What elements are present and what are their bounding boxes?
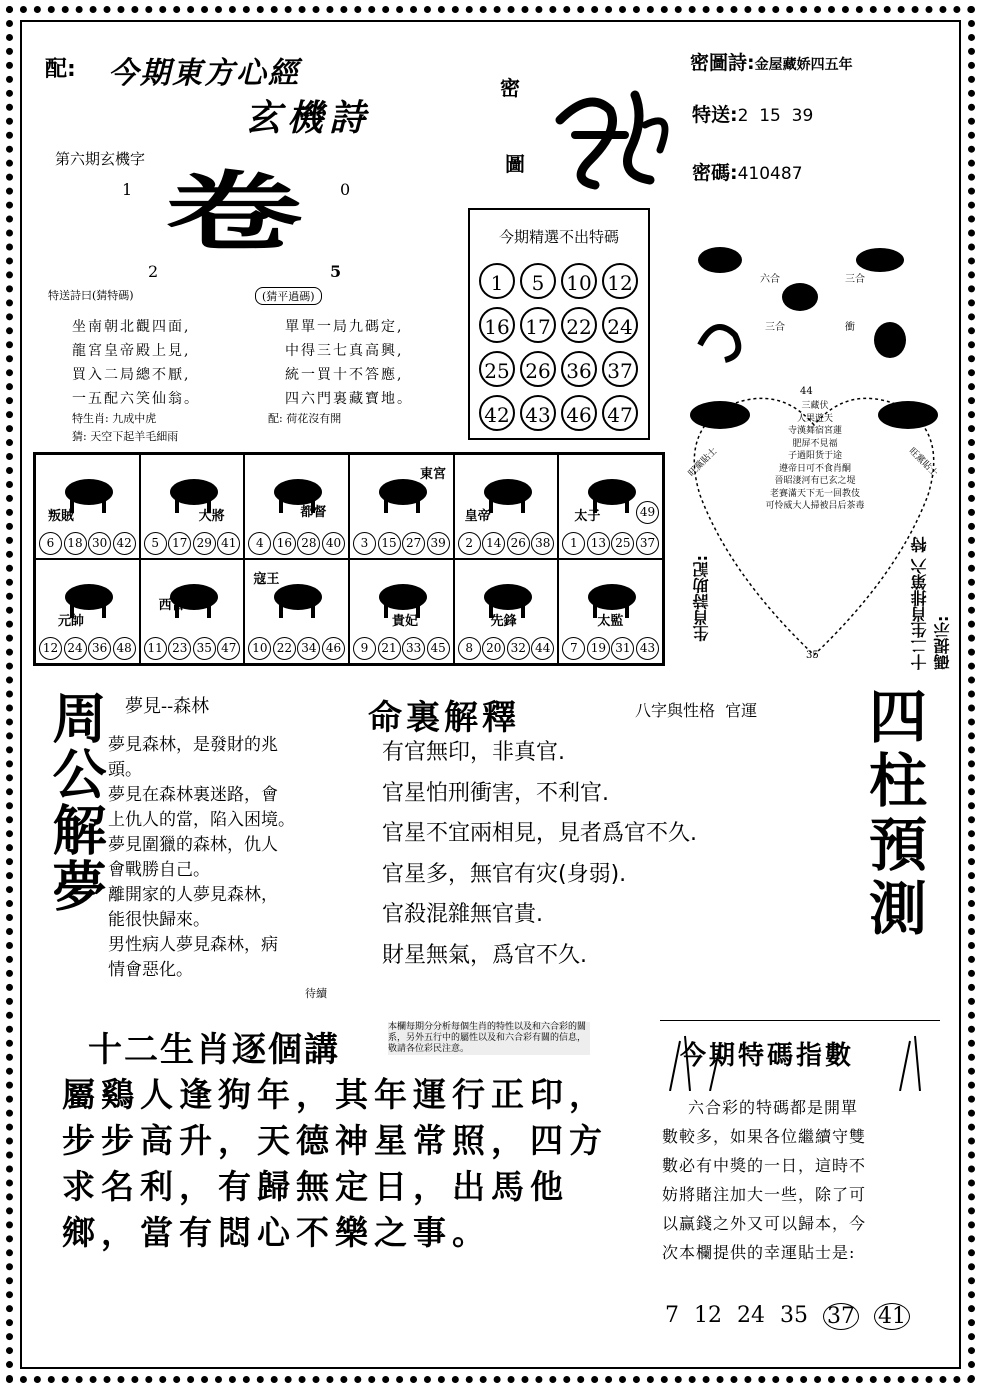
- zodiac-cell: [558, 454, 663, 559]
- dream-line: 會戰勝自己。: [108, 860, 210, 880]
- dream-line: 男性病人夢見森林，病: [108, 935, 278, 955]
- zodiac-number: 8: [458, 637, 481, 660]
- special-label: 特送:: [692, 104, 738, 126]
- pei-label: 配:: [45, 57, 76, 82]
- selected-number: 12: [602, 263, 638, 299]
- zodiac-numbers: [458, 637, 555, 660]
- selected-number: 22: [561, 307, 597, 343]
- zodiac-name: 太子: [574, 509, 601, 524]
- zodiac-name: 元帥: [58, 614, 85, 629]
- zodiac-number: 41: [217, 532, 240, 555]
- zodiac-talk-text: 屬鷄人逢狗年，其年運行正印，步步高升，天德神星常照，四方求名利，有歸無定日，出馬他鄉，當有悶心不樂之事。: [62, 1075, 608, 1252]
- index-line: 六合彩的特碼都是開單: [688, 1098, 859, 1117]
- zodiac-cell: [244, 559, 349, 664]
- heart-bottom: 35: [806, 650, 819, 661]
- zodiac-number: 29: [193, 532, 216, 555]
- mingli-line: 有官無印，非真官.: [382, 740, 565, 765]
- zodiac-number: 40: [322, 532, 345, 555]
- mitu-label-2: 圖: [505, 152, 525, 176]
- zodiac-number: 19: [587, 637, 610, 660]
- sizhu-title: 四柱預測: [859, 686, 927, 942]
- zodiac-cell: [349, 454, 454, 559]
- right-vertical-note: 十二生肖排第六 特碼提示:: [910, 536, 952, 670]
- zodiac-number: 38: [531, 532, 554, 555]
- zodiac-number: 45: [427, 637, 450, 660]
- zodiac-number: 46: [322, 637, 345, 660]
- zodiac-number: 26: [507, 532, 530, 555]
- zodiac-name: 皇帝: [464, 509, 491, 524]
- zodiac-cell: [35, 559, 140, 664]
- secret-code: [692, 158, 803, 185]
- zodiac-name: 貴妃: [391, 614, 418, 629]
- zodiac-grid: [33, 452, 665, 666]
- corner-tr: 0: [340, 180, 351, 199]
- mingli-line: 官星怕刑衝害，不利官.: [382, 780, 609, 806]
- zodiac-number: 2: [458, 532, 481, 555]
- zodiac-number: 44: [531, 637, 554, 660]
- selected-number: 43: [520, 395, 556, 431]
- dream-line: 頭。: [108, 760, 142, 780]
- poem-right: [285, 315, 413, 411]
- zodiac-number: 34: [297, 637, 320, 660]
- zodiac-number: 47: [217, 637, 240, 660]
- left-vertical-note: 生肖詩助記:: [692, 555, 711, 642]
- poem-left: [72, 315, 200, 411]
- zodiac-cell: [349, 559, 454, 664]
- dream-continue: 待續: [305, 987, 327, 1000]
- hint-right: (猜平過碼): [255, 287, 322, 305]
- zodiac-number: 11: [144, 637, 167, 660]
- special-value: 2 15 39: [737, 106, 814, 126]
- index-text: [662, 1093, 932, 1267]
- zodiac-number: 4: [248, 532, 271, 555]
- dream-line: 夢見在森林裏迷路，會: [108, 785, 278, 805]
- mingli-text: [382, 733, 697, 976]
- selected-title: 今期精選不出特碼: [498, 228, 619, 246]
- lucky-number: 7: [665, 1303, 679, 1328]
- selected-number: 36: [561, 351, 597, 387]
- note-1: 特生肖: 九成中虎: [72, 412, 157, 425]
- zodiac-number: 5: [144, 532, 167, 555]
- zodiac-number: 24: [64, 637, 87, 660]
- mingli-subtitle: 八字與性格 官運: [635, 701, 758, 720]
- zodiac-number: 39: [427, 532, 450, 555]
- zodiac-number: 3: [353, 532, 376, 555]
- index-line: 次本欄提供的幸運貼士是:: [662, 1243, 856, 1262]
- zodiac-number: 43: [636, 637, 659, 660]
- dream-title-vertical: 周公解夢: [44, 690, 107, 914]
- zodiac-number: 22: [273, 637, 296, 660]
- zodiac-number: 31: [611, 637, 634, 660]
- code-label: 密碼:: [692, 162, 738, 184]
- mitu-poem-label: 密圖詩:: [690, 52, 755, 74]
- lucky-number: 35: [780, 1303, 808, 1328]
- zodiac-number: 23: [168, 637, 191, 660]
- lucky-number: 41: [874, 1303, 910, 1330]
- liuhe-label-2: 三合: [845, 274, 865, 285]
- zodiac-number: 30: [88, 532, 111, 555]
- title-dongfang: 今期東方心經: [108, 56, 300, 91]
- index-line: 數必有中獎的一日，這時不: [662, 1156, 867, 1175]
- zodiac-number: 13: [587, 532, 610, 555]
- zodiac-cell: [140, 559, 245, 664]
- zodiac-number: 15: [378, 532, 401, 555]
- zodiac-name: 都督: [300, 505, 327, 520]
- dream-line: 情會惡化。: [108, 960, 193, 980]
- special-send: [692, 100, 813, 127]
- zodiac-number: 33: [402, 637, 425, 660]
- zodiac-name: 大將: [198, 509, 225, 524]
- heart-right-side: 旺黨貼士: [906, 446, 940, 479]
- mingli-line: 官星多，無官有灾(身弱).: [382, 861, 627, 887]
- heart-line: 人果遊天: [796, 413, 833, 424]
- zodiac-numbers: [458, 532, 555, 555]
- zodiac-talk-title: 十二生肖逐個講: [88, 1030, 340, 1070]
- zodiac-number: 32: [507, 637, 530, 660]
- zodiac-numbers: [144, 637, 241, 660]
- dream-line: 夢見圍獵的森林，仇人: [108, 835, 278, 855]
- selected-number: 16: [479, 307, 515, 343]
- title-xuanji: 玄機詩: [245, 98, 372, 139]
- zodiac-numbers: [353, 532, 450, 555]
- selected-number: 10: [561, 263, 597, 299]
- zodiac-extra-number: 49: [636, 501, 659, 524]
- note-3: 猜: 天空下起羊毛細雨: [72, 430, 179, 443]
- liuhe-animals-image: [690, 235, 930, 375]
- selected-number: 42: [479, 395, 515, 431]
- zodiac-number: 20: [482, 637, 505, 660]
- mingli-line: 財星無氣，爲官不久.: [382, 942, 587, 968]
- zodiac-numbers: [144, 532, 241, 555]
- zodiac-name: 寇王: [253, 572, 280, 587]
- zodiac-number: 1: [562, 532, 585, 555]
- zodiac-number: 42: [113, 532, 136, 555]
- zodiac-numbers: [248, 637, 345, 660]
- zodiac-number: 10: [248, 637, 271, 660]
- zodiac-number: 21: [378, 637, 401, 660]
- zodiac-number: 36: [88, 637, 111, 660]
- dream-text: [108, 733, 338, 983]
- zodiac-numbers: [562, 637, 659, 660]
- zodiac-name: 叛賊: [48, 509, 75, 524]
- zodiac-cell: [454, 454, 559, 559]
- zodiac-talk-note: 本欄每期分分析每個生肖的特性以及和六合彩的關系，另外五行中的屬性以及和六合彩有關的信息，敬請各位彩民注意。: [388, 1022, 590, 1055]
- lucky-number: 24: [737, 1303, 765, 1328]
- zodiac-number: 14: [482, 532, 505, 555]
- index-title: 今期特碼指數: [680, 1041, 855, 1071]
- zodiac-number: 7: [562, 637, 585, 660]
- heart-left-side: 旺黨貼士: [686, 446, 720, 479]
- heart-line: 老賽滿天下无一回教伎: [769, 488, 860, 499]
- heart-line: 寺漢舞宿宮蓮: [787, 426, 842, 436]
- zodiac-number: 9: [353, 637, 376, 660]
- note-2: 配: 荷花沒有開: [268, 412, 342, 425]
- zodiac-numbers: [39, 637, 136, 660]
- selected-number: 24: [602, 307, 638, 343]
- poem-line: 一五配六笑仙翁。: [72, 391, 200, 407]
- code-value: 410487: [737, 164, 803, 184]
- zodiac-number: 35: [193, 637, 216, 660]
- selected-grid: [478, 261, 648, 433]
- key-char: 卷: [165, 162, 319, 263]
- heart-line: 子過阳货于途: [787, 451, 842, 461]
- mingli-line: 官殺混雜無官貴.: [382, 902, 543, 927]
- zodiac-number: 37: [636, 532, 659, 555]
- selected-number: 25: [479, 351, 515, 387]
- lucky-number: 37: [823, 1303, 859, 1330]
- index-line: 妨將賭注加大一些，除了可: [662, 1185, 867, 1204]
- sixth-label: 第六期玄機字: [55, 150, 146, 168]
- liuhe-label-1: 六合: [760, 274, 780, 285]
- selected-number: 1: [479, 263, 515, 299]
- zodiac-number: 6: [39, 532, 62, 555]
- dream-line: 能很快歸來。: [108, 910, 210, 930]
- mitu-poem-value: 金屋藏娇四五年: [754, 57, 853, 73]
- poem-line: 中得三七真高興,: [285, 343, 404, 359]
- zodiac-cell: [244, 454, 349, 559]
- mingli-line: 官星不宜兩相見，見者爲官不久.: [382, 821, 697, 846]
- heart-line: 肥屏不見福: [792, 438, 838, 449]
- mitu-poem: [690, 48, 853, 75]
- heart-line: 晉昭淒河有已玄之堤: [774, 476, 856, 486]
- zodiac-number: 12: [39, 637, 62, 660]
- zodiac-name: 西宮: [158, 598, 185, 613]
- zodiac-numbers: [562, 532, 659, 555]
- zodiac-number: 27: [402, 532, 425, 555]
- selected-box: [468, 208, 650, 440]
- corner-bl: 2: [148, 262, 159, 281]
- poem-line: 統一買十不答應,: [285, 367, 404, 383]
- lucky-numbers: [665, 1303, 910, 1330]
- selected-number: 26: [520, 351, 556, 387]
- heart-top: 44: [800, 386, 813, 397]
- selected-number: 37: [602, 351, 638, 387]
- zodiac-numbers: [248, 532, 345, 555]
- zodiac-number: 18: [64, 532, 87, 555]
- zodiac-number: 25: [611, 532, 634, 555]
- zodiac-cell: [140, 454, 245, 559]
- zodiac-cell: [454, 559, 559, 664]
- liuhe-label-3: 三合: [765, 322, 785, 333]
- corner-br: 5: [330, 262, 342, 281]
- heart-line: 遵帝日可不食肖酮: [778, 463, 851, 474]
- lucky-number: 12: [694, 1303, 722, 1328]
- index-header: [660, 1020, 940, 1091]
- selected-number: 5: [520, 263, 556, 299]
- mitu-label-1: 密: [500, 76, 520, 100]
- poem-line: 四六門裏藏寶地。: [285, 391, 413, 407]
- poem-line: 龍宮皇帝殿上見,: [72, 343, 191, 359]
- selected-number: 17: [520, 307, 556, 343]
- heart-line: 可怜威大人掃被吕后茶毒: [765, 501, 865, 511]
- selected-number: 47: [602, 395, 638, 431]
- zodiac-name: 先鋒: [490, 614, 517, 629]
- zodiac-number: 16: [273, 532, 296, 555]
- dream-line: 上仇人的當，陷入困境。: [108, 810, 295, 830]
- index-line: 數較多，如果各位繼續守雙: [662, 1127, 867, 1146]
- zodiac-number: 28: [297, 532, 320, 555]
- zodiac-numbers: [39, 532, 136, 555]
- zodiac-number: 17: [168, 532, 191, 555]
- heart-poem: [720, 400, 910, 513]
- dream-line: 夢見森林，是發財的兆: [108, 735, 278, 755]
- mingli-title: 命裏解釋: [368, 698, 520, 738]
- poem-line: 買入二局總不厭,: [72, 367, 191, 383]
- dream-heading: 夢見--森林: [125, 696, 210, 717]
- mitu-glyph-image: [550, 80, 680, 195]
- zodiac-name: 太監: [597, 614, 624, 629]
- zodiac-number: 48: [113, 637, 136, 660]
- hint-left: 特送詩曰(猜特碼): [48, 289, 134, 302]
- index-line: 以赢錢之外又可以歸本，今: [662, 1214, 867, 1233]
- heart-line: 三藏伏: [801, 401, 829, 411]
- zodiac-numbers: [353, 637, 450, 660]
- corner-tl: 1: [122, 180, 133, 199]
- selected-number: 46: [561, 395, 597, 431]
- zodiac-name: 東宮: [419, 467, 446, 482]
- zodiac-cell: [35, 454, 140, 559]
- dream-line: 離開家的人夢見森林，: [108, 885, 278, 905]
- zodiac-cell: [558, 559, 663, 664]
- poem-line: 單單一局九碼定,: [285, 319, 404, 335]
- liuhe-label-4: 衝: [845, 322, 855, 333]
- poem-line: 坐南朝北觀四面,: [72, 319, 191, 335]
